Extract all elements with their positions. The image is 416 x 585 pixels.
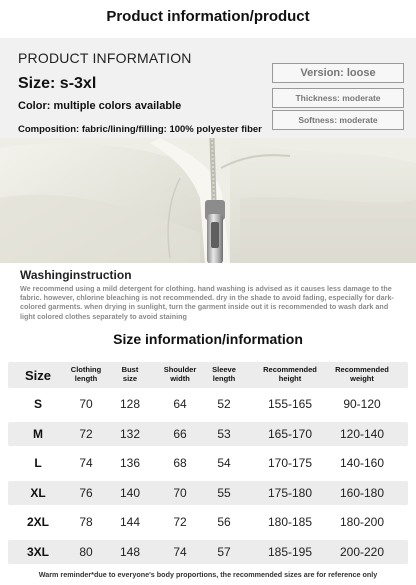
version-tag: Version: loose (272, 63, 404, 83)
cell-size: M (33, 426, 43, 441)
size-row-m (8, 422, 408, 446)
page-title: Product information/product (106, 8, 310, 25)
cell-shoulder-width: 74 (173, 544, 187, 559)
cell-clothing-length: 72 (79, 426, 93, 441)
header-sleeve-length: Sleeve length (212, 365, 236, 383)
cell-bust-size: 128 (119, 397, 141, 411)
cell-size: 2XL (26, 515, 50, 529)
cell-sleeve-length: 55 (217, 485, 231, 500)
washing-text: We recommend using a mild detergent for clothing. hand washing is advised as it causes less damage to the fabric. however, chlorine bleaching is not recommended. dry in the shade to avoid fading, especially for dark-colored garments. when drying in sunlight, turn the garment inside out it is recommended to wash dark and light colored clothes separately to avoid staining (20, 284, 394, 321)
cell-bust-size: 140 (119, 485, 141, 500)
cell-clothing-length: 80 (79, 544, 93, 559)
header-clothing-length: Clothing length (70, 365, 102, 383)
size-row-l (8, 451, 408, 475)
product-info-heading: PRODUCT INFORMATION (18, 50, 192, 66)
size-row-2xl (8, 510, 408, 534)
size-table-header (8, 362, 408, 388)
cell-bust-size: 136 (119, 456, 141, 470)
header-bust-size: Bust size (121, 365, 139, 383)
warm-reminder: Warm reminder*due to everyone's body proportions, the recommended sizes are for reference only (38, 570, 378, 579)
cell-recommended-weight: 140-160 (339, 456, 385, 470)
washing-title: Washinginstruction (20, 268, 132, 282)
size-row-s (8, 392, 408, 416)
cell-shoulder-width: 70 (173, 485, 187, 500)
cell-recommended-weight: 120-140 (339, 426, 385, 441)
cell-shoulder-width: 68 (173, 456, 187, 470)
cell-clothing-length: 70 (79, 397, 93, 411)
header-recommended-weight: Recommended weight (335, 365, 389, 383)
cell-recommended-height: 175-180 (267, 485, 313, 500)
cell-bust-size: 132 (119, 426, 141, 441)
cell-shoulder-width: 66 (173, 426, 187, 441)
header-size: Size (24, 368, 52, 383)
cell-recommended-height: 180-185 (267, 515, 313, 529)
cell-recommended-weight: 180-200 (339, 515, 385, 529)
cell-sleeve-length: 52 (217, 397, 231, 411)
cell-size: XL (30, 485, 46, 500)
header-recommended-height: Recommended height (263, 365, 317, 383)
cell-sleeve-length: 57 (217, 544, 231, 559)
cell-recommended-height: 185-195 (267, 544, 313, 559)
size-info-title: Size information/information (113, 331, 303, 347)
cell-recommended-height: 165-170 (267, 426, 313, 441)
cell-sleeve-length: 54 (217, 456, 231, 470)
cell-bust-size: 144 (119, 515, 141, 529)
cell-clothing-length: 78 (79, 515, 93, 529)
cell-size: S (33, 397, 43, 411)
composition-info: Composition: fabric/lining/filling: 100% polyester fiber (18, 124, 262, 135)
cell-clothing-length: 76 (79, 485, 93, 500)
size-row-xl (8, 481, 408, 505)
cell-shoulder-width: 72 (173, 515, 187, 529)
cell-size: 3XL (26, 544, 50, 559)
color-info: Color: multiple colors available (18, 100, 182, 112)
softness-tag: Softness: moderate (272, 110, 404, 130)
cell-recommended-height: 155-165 (267, 397, 313, 411)
garment-zipper-photo (0, 138, 416, 263)
cell-sleeve-length: 56 (217, 515, 231, 529)
cell-recommended-weight: 90-120 (343, 397, 381, 411)
thickness-tag: Thickness: moderate (272, 88, 404, 108)
cell-size: L (34, 456, 42, 470)
size-row-3xl (8, 540, 408, 564)
product-info-panel (0, 38, 416, 263)
header-shoulder-width: Shoulder width (163, 365, 197, 383)
size-range: Size: s-3xl (18, 75, 97, 92)
cell-recommended-weight: 200-220 (339, 544, 385, 559)
cell-recommended-weight: 160-180 (339, 485, 385, 500)
cell-shoulder-width: 64 (173, 397, 187, 411)
cell-bust-size: 148 (119, 544, 141, 559)
cell-clothing-length: 74 (79, 456, 93, 470)
cell-sleeve-length: 53 (217, 426, 231, 441)
cell-recommended-height: 170-175 (267, 456, 313, 470)
